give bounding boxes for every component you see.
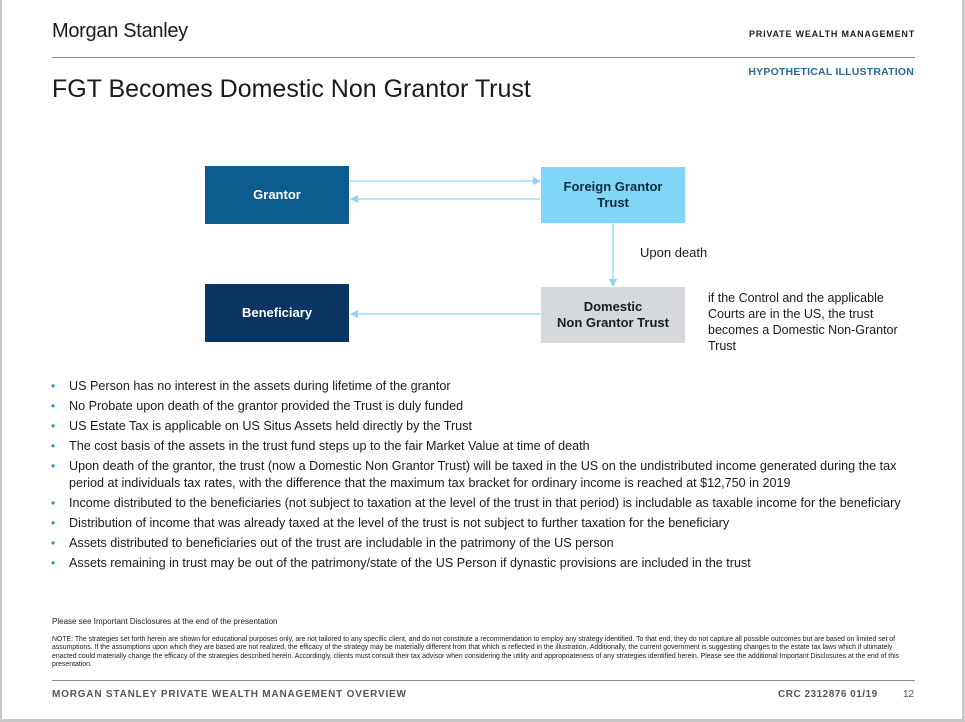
- domestic-non-grantor-trust-box: Domestic Non Grantor Trust: [541, 287, 685, 343]
- beneficiary-box: Beneficiary: [205, 284, 349, 342]
- bullet-text: Assets remaining in trust may be out of the patrimony/state of the US Person if dynastic provisions are included in the trust: [69, 555, 751, 570]
- bullet-list: [50, 378, 910, 575]
- bullet-text: Upon death of the grantor, the trust (now a Domestic Non Grantor Trust) will be taxed in the US on the undistributed income generated during the tax period at individuals tax rates, with the difference that the maximum tax bracket for ordinary income is reached at $12,750 in 2019: [69, 459, 897, 490]
- disclosure-reference: Please see Important Disclosures at the end of the presentation: [52, 617, 278, 626]
- division-label: PRIVATE WEALTH MANAGEMENT: [749, 29, 915, 39]
- list-item: [50, 555, 910, 572]
- illustration-tag: HYPOTHETICAL ILLUSTRATION: [748, 66, 914, 78]
- list-item: [50, 495, 910, 512]
- list-item: [50, 378, 910, 395]
- page-border-left: [0, 0, 2, 722]
- bullet-icon: •: [51, 379, 56, 393]
- bullet-text: Distribution of income that was already taxed at the level of the trust is not subject to further taxation for the beneficiary: [69, 515, 730, 530]
- bullet-icon: •: [51, 399, 56, 413]
- header-divider: [52, 57, 915, 58]
- list-item: [50, 515, 910, 532]
- bullet-text: US Person has no interest in the assets during lifetime of the grantor: [69, 379, 451, 393]
- bullet-icon: •: [51, 495, 56, 510]
- bullet-text: US Estate Tax is applicable on US Situs Assets held directly by the Trust: [69, 419, 472, 433]
- side-note: if the Control and the applicable Courts are in the US, the trust becomes a Domestic Non-Grantor Trust: [708, 291, 898, 353]
- list-item: [50, 438, 910, 455]
- grantor-box: Grantor: [205, 166, 349, 224]
- footer-title: MORGAN STANLEY PRIVATE WEALTH MANAGEMENT OVERVIEW: [52, 689, 407, 700]
- bullet-text: No Probate upon death of the grantor provided the Trust is duly funded: [69, 399, 464, 413]
- bullet-icon: •: [51, 419, 56, 433]
- bullet-icon: •: [51, 439, 56, 453]
- bullet-text: The cost basis of the assets in the trust fund steps up to the fair Market Value at time of death: [69, 439, 590, 453]
- morgan-stanley-logo: Morgan Stanley: [52, 20, 188, 42]
- bullet-text: Income distributed to the beneficiaries (not subject to taxation at the level of the trust in that period) is includable as taxable income for the beneficiary: [69, 495, 901, 510]
- bullet-text: Assets distributed to beneficiaries out of the trust are includable in the patrimony of the US person: [69, 535, 614, 550]
- bullet-icon: •: [51, 459, 56, 473]
- list-item: [50, 418, 910, 435]
- list-item: [50, 458, 910, 491]
- bullet-icon: •: [51, 515, 56, 530]
- foreign-grantor-trust-box: Foreign Grantor Trust: [541, 167, 685, 223]
- page-title: FGT Becomes Domestic Non Grantor Trust: [52, 75, 531, 103]
- bullet-icon: •: [51, 535, 56, 550]
- transition-label: Upon death: [640, 245, 708, 260]
- footer-crc-code: CRC 2312876 01/19: [778, 689, 878, 700]
- bullet-icon: •: [51, 555, 56, 570]
- disclosure-note: NOTE: The strategies set forth herein are shown for educational purposes only, are not tailored to any specific client, and do not constitute a recommendation to employ any strategy identified. To that end, they do not capture all possible outcomes but are based on limited set of assumptions. If the assumptions upon which they are based are not realized, the efficacy of the strategy may be materially different from that which is reflected in the illustration. Additionally, the current government is suggesting changes to the estate tax laws which if ultimately enacted could materially change the efficacy of the strategies described herein. Accordingly, clients must consult their tax advisor when considering the utility and appropriateness of any strategies identified herein. Please see the additional Important Disclosures at the end of this presentation.: [52, 636, 900, 668]
- page-number: 12: [903, 689, 915, 700]
- list-item: [50, 535, 910, 552]
- footer-divider: [52, 680, 915, 681]
- list-item: [50, 398, 910, 415]
